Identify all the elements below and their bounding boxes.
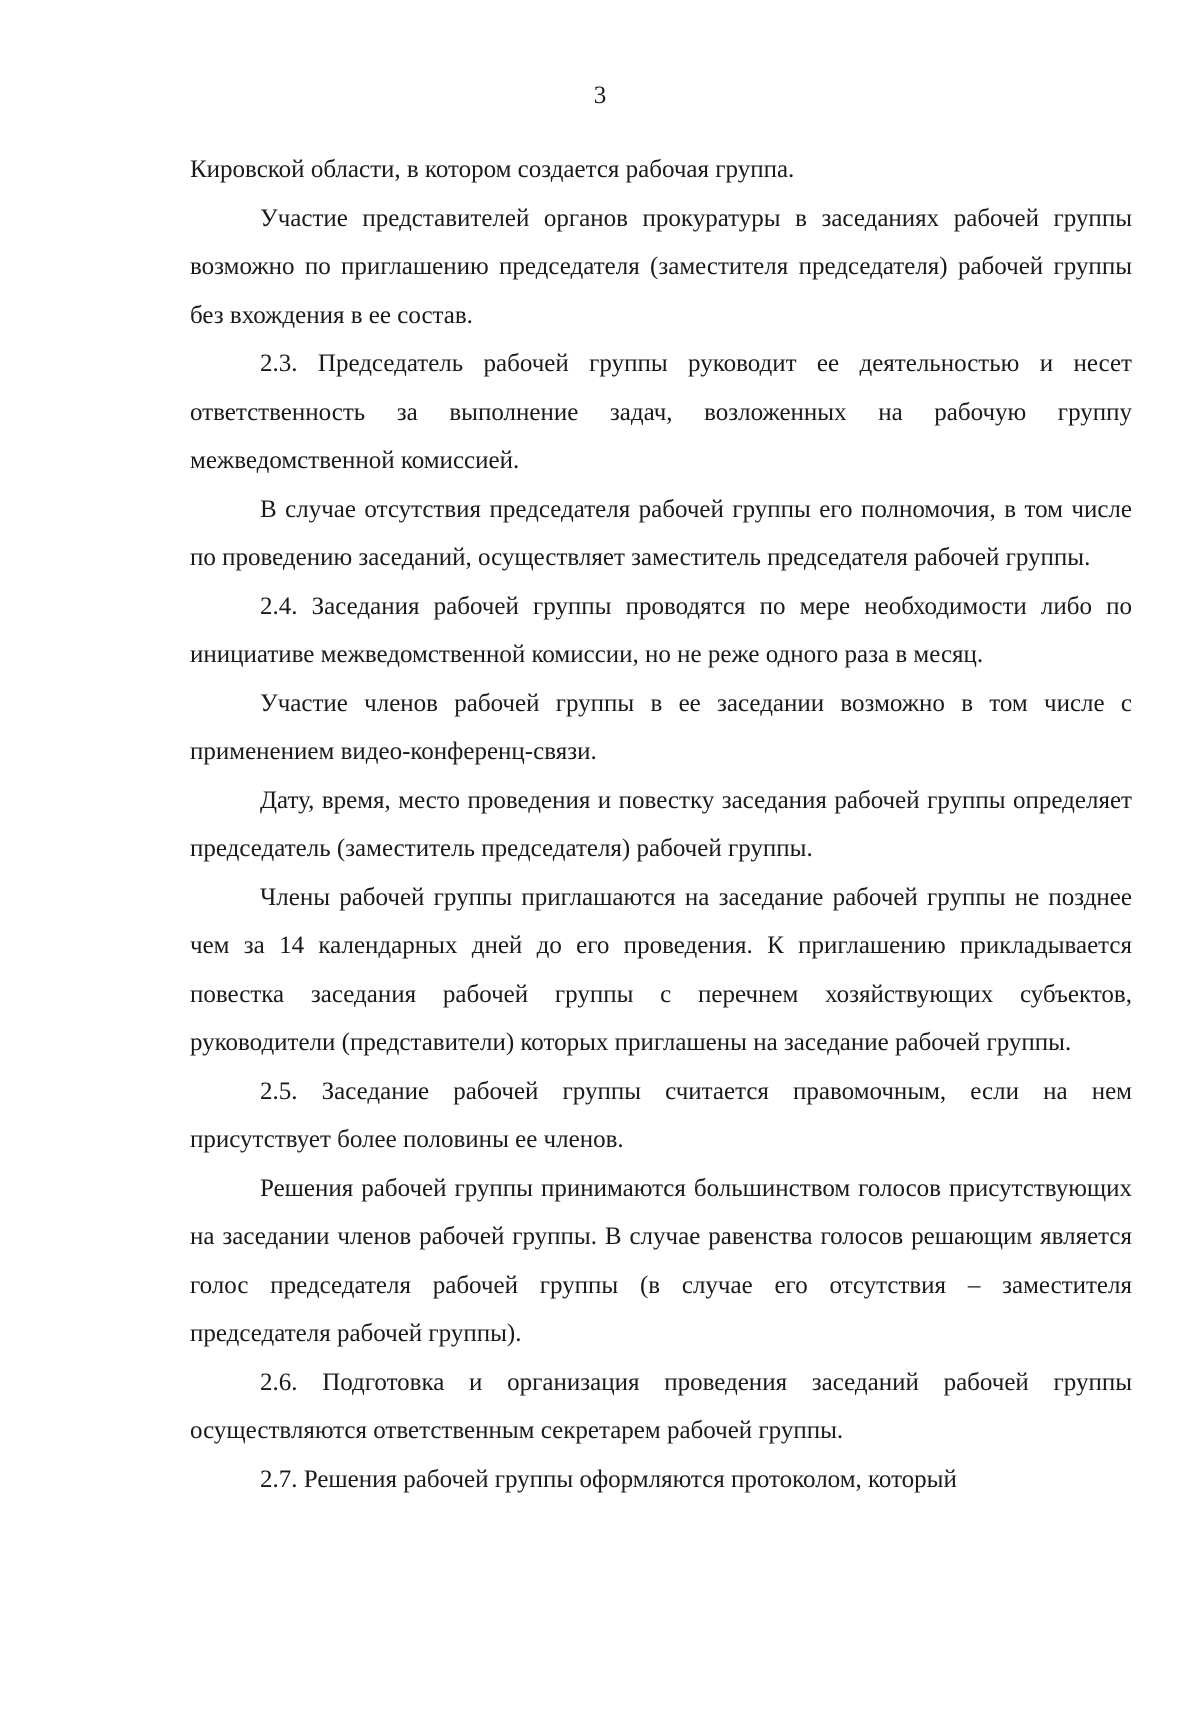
paragraph: Дату, время, место проведения и повестку заседания рабочей группы определяет председатель (заместитель председателя) рабочей группы. <box>190 786 1132 862</box>
paragraph: Решения рабочей группы принимаются большинством голосов присутствующих на заседании членов рабочей группы. В случае равенства голосов решающим является голос председателя рабочей группы (в случае его отсутствия – заместителя председателя рабочей группы). <box>190 1174 1132 1347</box>
paragraph: Кировской области, в котором создается рабочая группа. <box>190 156 795 183</box>
paragraph: В случае отсутствия председателя рабочей группы его полномочия, в том числе по проведению заседаний, осуществляет заместитель председателя рабочей группы. <box>190 495 1132 571</box>
page-number: 3 <box>593 82 607 109</box>
paragraph: Члены рабочей группы приглашаются на заседание рабочей группы не позднее чем за 14 календарных дней до его проведения. К приглашению прикладывается повестка заседания рабочей группы с перечнем хозяйствующих субъектов, руководители (представители) которых приглашены на заседание рабочей группы. <box>190 883 1132 1056</box>
document-body <box>190 146 1132 1504</box>
paragraph: Участие представителей органов прокуратуры в заседаниях рабочей группы возможно по приглашению председателя (заместителя председателя) рабочей группы без вхождения в ее состав. <box>190 204 1132 329</box>
paragraph: 2.5. Заседание рабочей группы считается правомочным, если на нем присутствует более половины ее членов. <box>190 1077 1132 1153</box>
paragraph: 2.3. Председатель рабочей группы руководит ее деятельностью и несет ответственность за выполнение задач, возложенных на рабочую группу межведомственной комиссией. <box>190 350 1132 474</box>
paragraph: 2.7. Решения рабочей группы оформляются протоколом, который <box>260 1465 957 1493</box>
paragraph: 2.4. Заседания рабочей группы проводятся по мере необходимости либо по инициативе межведомственной комиссии, но не реже одного раза в месяц. <box>190 592 1132 668</box>
paragraph: Участие членов рабочей группы в ее заседании возможно в том числе с применением видео-конференц-связи. <box>190 689 1132 765</box>
paragraph: 2.6. Подготовка и организация проведения заседаний рабочей группы осуществляются ответственным секретарем рабочей группы. <box>190 1368 1132 1444</box>
